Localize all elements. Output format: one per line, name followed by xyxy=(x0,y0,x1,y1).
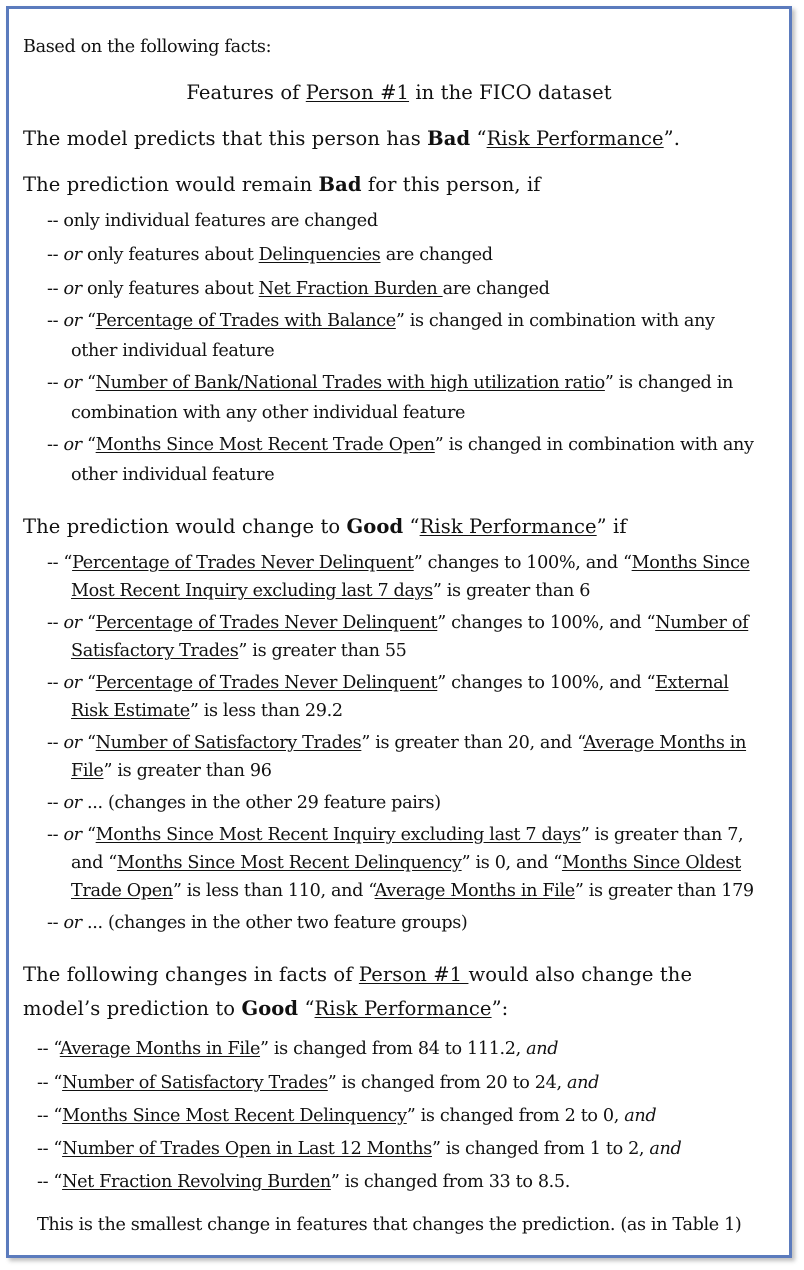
list-item: -- or only features about Delinquencies are changed xyxy=(47,245,493,265)
following-heading-continuation: model’s prediction to Good “Risk Performance”: xyxy=(23,997,509,1020)
intro-text: Based on the following facts: xyxy=(23,37,272,57)
list-item-continuation: and “Months Since Most Recent Delinquency” is 0, and “Months Since Oldest xyxy=(71,853,741,873)
list-item-continuation: Trade Open” is less than 110, and “Average Months in File” is greater than 179 xyxy=(71,881,754,901)
list-item: -- or only features about Net Fraction Burden are changed xyxy=(47,279,550,299)
list-item: -- or “Percentage of Trades with Balance” is changed in combination with any xyxy=(47,311,715,331)
following-heading: The following changes in facts of Person #1 would also change the xyxy=(23,963,693,986)
prediction-label: Bad xyxy=(427,127,471,150)
list-item: -- or ... (changes in the other 29 feature pairs) xyxy=(47,793,441,813)
list-item: -- or “Number of Bank/National Trades with high utilization ratio” is changed in xyxy=(47,373,733,393)
list-item-continuation: Most Recent Inquiry excluding last 7 days” is greater than 6 xyxy=(71,581,591,601)
list-item: -- only individual features are changed xyxy=(47,211,378,231)
list-item: -- or ... (changes in the other two feature groups) xyxy=(47,913,468,933)
list-item: -- “Number of Satisfactory Trades” is changed from 20 to 24, and xyxy=(37,1073,599,1093)
change-heading: The prediction would change to Good “Risk Performance” if xyxy=(23,515,627,538)
footer-note: This is the smallest change in features that changes the prediction. (as in Table 1) xyxy=(37,1215,742,1235)
list-item: -- or “Number of Satisfactory Trades” is greater than 20, and “Average Months in xyxy=(47,733,747,753)
remain-heading: The prediction would remain Bad for this person, if xyxy=(23,173,541,196)
list-item: -- “Percentage of Trades Never Delinquent” changes to 100%, and “Months Since xyxy=(47,553,750,573)
list-item-continuation: other individual feature xyxy=(71,465,275,485)
list-item: -- or “Percentage of Trades Never Delinquent” changes to 100%, and “External xyxy=(47,673,729,693)
list-item: -- or “Months Since Most Recent Inquiry excluding last 7 days” is greater than 7, xyxy=(47,825,744,845)
list-item: -- or “Months Since Most Recent Trade Open” is changed in combination with any xyxy=(47,435,754,455)
list-item: -- “Number of Trades Open in Last 12 Months” is changed from 1 to 2, and xyxy=(37,1139,682,1159)
list-item: -- “Net Fraction Revolving Burden” is changed from 33 to 8.5. xyxy=(37,1172,570,1192)
list-item-continuation: Risk Estimate” is less than 29.2 xyxy=(71,701,343,721)
list-item: -- or “Percentage of Trades Never Delinquent” changes to 100%, and “Number of xyxy=(47,613,749,633)
prediction-statement: The model predicts that this person has Bad “Risk Performance”. xyxy=(23,127,681,150)
list-item-continuation: other individual feature xyxy=(71,341,275,361)
person-link: Person #1 xyxy=(305,81,410,104)
list-item-continuation: combination with any other individual feature xyxy=(71,403,466,423)
explanation-panel xyxy=(6,6,792,1258)
facts-title: Features of Person #1 in the FICO dataset xyxy=(186,81,612,104)
list-item-continuation: Satisfactory Trades” is greater than 55 xyxy=(71,641,407,661)
list-item-continuation: File” is greater than 96 xyxy=(71,761,272,781)
list-item: -- “Average Months in File” is changed from 84 to 111.2, and xyxy=(37,1039,559,1059)
list-item: -- “Months Since Most Recent Delinquency” is changed from 2 to 0, and xyxy=(37,1106,657,1126)
